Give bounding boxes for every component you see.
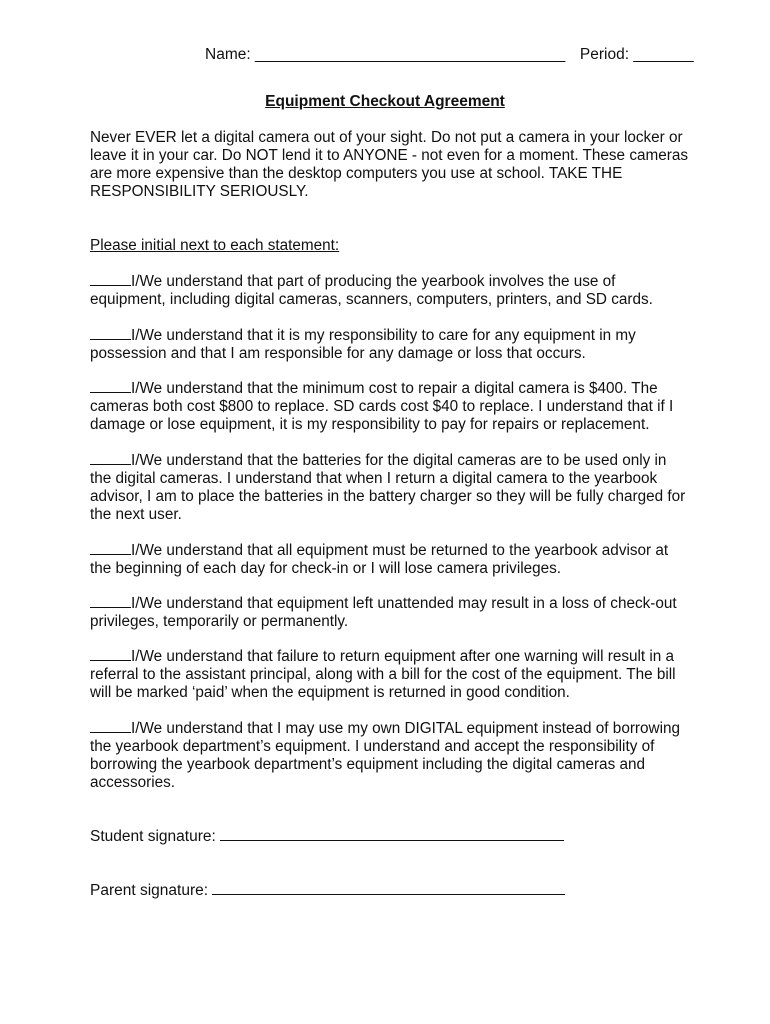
statement-text-3: I/We understand that the minimum cost to repair a digital camera is $400. The cameras both cost $800 to replace. SD cards cost $40 to replace. I understand that if I damage or lose equipment, it is my responsibility to pay for repairs or replacement. xyxy=(90,380,674,433)
student-signature-label: Student signature: xyxy=(90,828,216,845)
instructions-heading: Please initial next to each statement: xyxy=(90,237,340,254)
statement-7 xyxy=(90,647,688,702)
statement-4 xyxy=(90,451,688,524)
initial-blank-1[interactable] xyxy=(90,272,131,286)
initial-blank-3[interactable] xyxy=(90,379,131,393)
statement-text-8: I/We understand that I may use my own DIGITAL equipment instead of borrowing the yearbook department’s equipment. I understand and accept the responsibility of borrowing the yearbook department’s equipment including the digital cameras and accessories. xyxy=(90,720,680,791)
statement-text-7: I/We understand that failure to return equipment after one warning will result in a referral to the assistant principal, along with a bill for the cost of the equipment. The bill will be marked ‘paid’ when the equipment is returned in good condition. xyxy=(90,648,676,701)
initial-blank-6[interactable] xyxy=(90,594,131,608)
statement-5 xyxy=(90,541,688,578)
initial-blank-2[interactable] xyxy=(90,326,131,340)
statement-text-1: I/We understand that part of producing the yearbook involves the use of equipment, including digital cameras, scanners, computers, printers, and SD cards. xyxy=(90,273,653,308)
statement-3 xyxy=(90,379,688,434)
statement-1 xyxy=(90,272,688,309)
student-signature-row xyxy=(90,826,564,846)
period-field[interactable]: Period: _______ xyxy=(579,46,694,63)
name-field[interactable]: Name: ____________________________________ xyxy=(205,46,566,63)
initial-blank-7[interactable] xyxy=(90,647,131,661)
statement-2 xyxy=(90,326,688,363)
statement-text-5: I/We understand that all equipment must be returned to the yearbook advisor at the beginning of each day for check-in or I will lose camera privileges. xyxy=(90,542,669,577)
student-signature-line[interactable] xyxy=(220,826,564,841)
page-title: Equipment Checkout Agreement xyxy=(265,93,505,110)
statement-text-2: I/We understand that it is my responsibility to care for any equipment in my possession and that I am responsible for any damage or loss that occurs. xyxy=(90,327,636,362)
statement-text-4: I/We understand that the batteries for the digital cameras are to be used only in the digital cameras. I understand that when I return a digital camera to the yearbook advisor, I am to place the batteries in the battery charger so they will be fully charged for the next user. xyxy=(90,452,686,523)
initial-blank-8[interactable] xyxy=(90,719,131,733)
initial-blank-5[interactable] xyxy=(90,541,131,555)
initial-blank-4[interactable] xyxy=(90,451,131,465)
statement-8 xyxy=(90,719,688,792)
header-line xyxy=(205,46,694,64)
statement-text-6: I/We understand that equipment left unattended may result in a loss of check-out privileges, temporarily or permanently. xyxy=(90,595,677,630)
statement-6 xyxy=(90,594,688,631)
parent-signature-line[interactable] xyxy=(212,880,565,895)
intro-paragraph: Never EVER let a digital camera out of your sight. Do not put a camera in your locker or leave it in your car. Do NOT lend it to ANYONE - not even for a moment. These cameras are more expensive than the desktop computers you use at school. TAKE THE RESPONSIBILITY SERIOUSLY. xyxy=(90,129,688,200)
parent-signature-row xyxy=(90,880,565,900)
parent-signature-label: Parent signature: xyxy=(90,882,209,899)
